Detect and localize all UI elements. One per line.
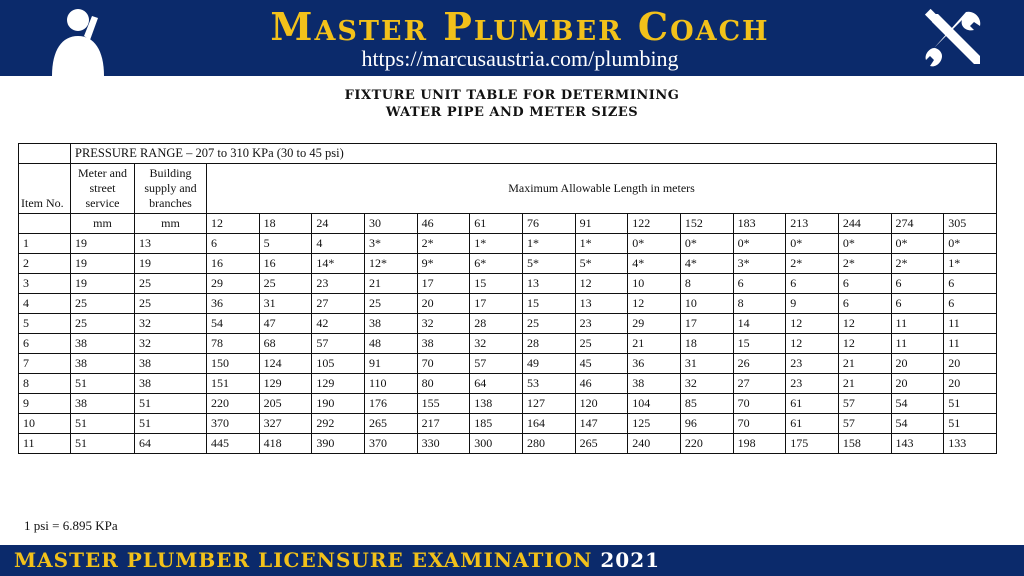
building-size-cell: 19 (135, 254, 207, 274)
fixture-unit-cell: 20 (417, 294, 470, 314)
table-row (19, 234, 997, 254)
site-url[interactable]: https://marcusaustria.com/plumbing (361, 46, 679, 71)
fixture-unit-cell: 23 (786, 374, 839, 394)
fixture-unit-cell: 390 (312, 434, 365, 454)
footer-label (14, 548, 660, 572)
fixture-unit-cell: 10 (680, 294, 733, 314)
meter-unit: mm (71, 214, 135, 234)
fixture-unit-cell: 28 (470, 314, 523, 334)
length-header-cell: 152 (680, 214, 733, 234)
fixture-unit-cell: 2* (838, 254, 891, 274)
item-number-cell: 10 (19, 414, 71, 434)
pressure-range-row (19, 144, 997, 164)
meter-size-cell: 19 (71, 254, 135, 274)
fixture-unit-cell: 20 (944, 374, 997, 394)
fixture-unit-cell: 21 (628, 334, 681, 354)
fixture-unit-cell: 17 (417, 274, 470, 294)
fixture-unit-cell: 176 (364, 394, 417, 414)
item-number-cell: 11 (19, 434, 71, 454)
fixture-unit-cell: 0* (944, 234, 997, 254)
fixture-unit-cell: 10 (628, 274, 681, 294)
fixture-unit-cell: 32 (680, 374, 733, 394)
fixture-unit-cell: 158 (838, 434, 891, 454)
fixture-unit-cell: 9* (417, 254, 470, 274)
fixture-unit-cell: 54 (891, 414, 944, 434)
meter-size-cell: 19 (71, 274, 135, 294)
fixture-unit-cell: 138 (470, 394, 523, 414)
building-size-cell: 32 (135, 334, 207, 354)
fixture-unit-cell: 61 (786, 414, 839, 434)
table-row (19, 354, 997, 374)
fixture-unit-cell: 265 (575, 434, 628, 454)
fixture-unit-cell: 327 (259, 414, 312, 434)
table-row (19, 414, 997, 434)
fixture-unit-cell: 80 (417, 374, 470, 394)
fixture-unit-cell: 25 (364, 294, 417, 314)
item-number-cell: 7 (19, 354, 71, 374)
fixture-unit-cell: 42 (312, 314, 365, 334)
fixture-unit-cell: 418 (259, 434, 312, 454)
fixture-unit-cell: 27 (312, 294, 365, 314)
building-size-cell: 13 (135, 234, 207, 254)
meter-header: Meter and street service (71, 164, 135, 214)
fixture-unit-cell: 5* (522, 254, 575, 274)
wrench-screwdriver-icon (922, 8, 986, 72)
fixture-unit-cell: 28 (522, 334, 575, 354)
item-number-cell: 9 (19, 394, 71, 414)
fixture-unit-cell: 104 (628, 394, 681, 414)
fixture-unit-cell: 57 (312, 334, 365, 354)
fixture-unit-cell: 150 (207, 354, 260, 374)
fixture-unit-cell: 21 (364, 274, 417, 294)
fixture-unit-cell: 4* (628, 254, 681, 274)
fixture-unit-cell: 143 (891, 434, 944, 454)
length-header-cell: 213 (786, 214, 839, 234)
footer-banner (0, 545, 1024, 576)
fixture-unit-cell: 31 (680, 354, 733, 374)
fixture-unit-cell: 2* (891, 254, 944, 274)
fixture-unit-cell: 29 (628, 314, 681, 334)
fixture-unit-cell: 330 (417, 434, 470, 454)
meter-size-cell: 51 (71, 414, 135, 434)
item-unit-cell (19, 214, 71, 234)
fixture-unit-cell: 6* (470, 254, 523, 274)
building-size-cell: 25 (135, 274, 207, 294)
site-title: Master Plumber Coach (270, 4, 770, 49)
fixture-unit-cell: 445 (207, 434, 260, 454)
item-number-cell: 2 (19, 254, 71, 274)
fixture-unit-cell: 25 (259, 274, 312, 294)
fixture-unit-cell: 220 (207, 394, 260, 414)
fixture-unit-cell: 21 (838, 374, 891, 394)
fixture-unit-cell: 38 (417, 334, 470, 354)
table-row (19, 394, 997, 414)
fixture-unit-cell: 3* (364, 234, 417, 254)
fixture-unit-cell: 110 (364, 374, 417, 394)
fixture-unit-cell: 45 (575, 354, 628, 374)
fixture-unit-cell: 25 (575, 334, 628, 354)
item-number-cell: 3 (19, 274, 71, 294)
fixture-unit-cell: 1* (944, 254, 997, 274)
table-row (19, 314, 997, 334)
fixture-unit-cell: 48 (364, 334, 417, 354)
length-header-cell: 12 (207, 214, 260, 234)
fixture-unit-cell: 32 (417, 314, 470, 334)
fixture-unit-cell: 6 (838, 294, 891, 314)
table-row (19, 374, 997, 394)
fixture-unit-cell: 1* (522, 234, 575, 254)
fixture-unit-cell: 14* (312, 254, 365, 274)
fixture-unit-cell: 292 (312, 414, 365, 434)
length-header-cell: 274 (891, 214, 944, 234)
fixture-unit-cell: 11 (944, 334, 997, 354)
meter-size-cell: 38 (71, 394, 135, 414)
fixture-unit-cell: 129 (259, 374, 312, 394)
fixture-unit-cell: 2* (417, 234, 470, 254)
fixture-unit-cell: 5 (259, 234, 312, 254)
table-title-line1: FIXTURE UNIT TABLE FOR DETERMINING (344, 88, 680, 103)
fixture-unit-cell: 0* (680, 234, 733, 254)
fixture-unit-cell: 16 (207, 254, 260, 274)
fixture-unit-cell: 151 (207, 374, 260, 394)
length-header-cell: 18 (259, 214, 312, 234)
fixture-unit-cell: 11 (891, 334, 944, 354)
item-number-cell: 4 (19, 294, 71, 314)
fixture-unit-cell: 205 (259, 394, 312, 414)
fixture-unit-cell: 0* (628, 234, 681, 254)
fixture-unit-cell: 127 (522, 394, 575, 414)
fixture-unit-cell: 280 (522, 434, 575, 454)
fixture-unit-cell: 11 (891, 314, 944, 334)
length-header-cell: 305 (944, 214, 997, 234)
fixture-unit-cell: 1* (470, 234, 523, 254)
length-header-cell: 46 (417, 214, 470, 234)
fixture-unit-cell: 57 (838, 414, 891, 434)
fixture-unit-cell: 2* (786, 254, 839, 274)
fixture-unit-cell: 36 (207, 294, 260, 314)
fixture-unit-cell: 51 (944, 394, 997, 414)
fixture-unit-cell: 31 (259, 294, 312, 314)
fixture-unit-cell: 17 (470, 294, 523, 314)
table-row (19, 274, 997, 294)
fixture-unit-cell: 12 (575, 274, 628, 294)
fixture-unit-cell: 51 (944, 414, 997, 434)
fixture-unit-cell: 78 (207, 334, 260, 354)
fixture-unit-cell: 190 (312, 394, 365, 414)
fixture-unit-cell: 3* (733, 254, 786, 274)
fixture-unit-cell: 0* (786, 234, 839, 254)
fixture-unit-cell: 68 (259, 334, 312, 354)
fixture-unit-cell: 38 (364, 314, 417, 334)
fixture-unit-cell: 17 (680, 314, 733, 334)
fixture-unit-cell: 15 (522, 294, 575, 314)
max-length-header: Maximum Allowable Length in meters (207, 164, 997, 214)
fixture-unit-cell: 25 (522, 314, 575, 334)
fixture-unit-cell: 70 (417, 354, 470, 374)
fixture-unit-cell: 70 (733, 394, 786, 414)
fixture-unit-cell: 11 (944, 314, 997, 334)
fixture-unit-cell: 26 (733, 354, 786, 374)
fixture-unit-cell: 147 (575, 414, 628, 434)
building-size-cell: 38 (135, 374, 207, 394)
fixture-unit-cell: 105 (312, 354, 365, 374)
fixture-unit-cell: 16 (259, 254, 312, 274)
fixture-unit-cell: 129 (312, 374, 365, 394)
building-unit: mm (135, 214, 207, 234)
meter-size-cell: 51 (71, 374, 135, 394)
fixture-unit-cell: 57 (838, 394, 891, 414)
fixture-unit-cell: 9 (786, 294, 839, 314)
pressure-range-label: PRESSURE RANGE – 207 to 310 KPa (30 to 45 psi) (71, 144, 997, 164)
item-number-cell: 6 (19, 334, 71, 354)
fixture-unit-cell: 12 (838, 334, 891, 354)
fixture-unit-cell: 125 (628, 414, 681, 434)
fixture-unit-cell: 133 (944, 434, 997, 454)
footer-year: 2021 (600, 548, 661, 572)
header-banner (0, 0, 1024, 76)
item-number-cell: 1 (19, 234, 71, 254)
fixture-unit-cell: 54 (891, 394, 944, 414)
fixture-unit-cell: 6 (944, 294, 997, 314)
fixture-unit-cell: 0* (838, 234, 891, 254)
fixture-unit-cell: 12* (364, 254, 417, 274)
fixture-unit-cell: 12 (786, 334, 839, 354)
length-header-cell: 61 (470, 214, 523, 234)
fixture-unit-cell: 14 (733, 314, 786, 334)
building-size-cell: 38 (135, 354, 207, 374)
fixture-unit-cell: 265 (364, 414, 417, 434)
fixture-unit-cell: 36 (628, 354, 681, 374)
fixture-unit-cell: 20 (944, 354, 997, 374)
person-thinking-icon (44, 6, 114, 76)
fixture-unit-cell: 6 (838, 274, 891, 294)
fixture-unit-cell: 6 (891, 274, 944, 294)
fixture-unit-cell: 23 (312, 274, 365, 294)
length-header-cell: 244 (838, 214, 891, 234)
fixture-unit-cell: 15 (733, 334, 786, 354)
fixture-unit-cell: 61 (786, 394, 839, 414)
item-no-header: Item No. (19, 164, 71, 214)
fixture-unit-cell: 370 (207, 414, 260, 434)
fixture-unit-cell: 185 (470, 414, 523, 434)
fixture-unit-cell: 12 (786, 314, 839, 334)
fixture-unit-cell: 18 (680, 334, 733, 354)
fixture-unit-cell: 21 (838, 354, 891, 374)
fixture-unit-cell: 13 (522, 274, 575, 294)
length-header-cell: 122 (628, 214, 681, 234)
fixture-unit-cell: 300 (470, 434, 523, 454)
length-header-cell: 91 (575, 214, 628, 234)
fixture-unit-cell: 1* (575, 234, 628, 254)
building-size-cell: 25 (135, 294, 207, 314)
fixture-unit-cell: 54 (207, 314, 260, 334)
fixture-unit-cell: 49 (522, 354, 575, 374)
fixture-unit-cell: 57 (470, 354, 523, 374)
table-row (19, 334, 997, 354)
meter-size-cell: 25 (71, 314, 135, 334)
building-size-cell: 51 (135, 414, 207, 434)
fixture-unit-cell: 0* (891, 234, 944, 254)
fixture-unit-cell: 370 (364, 434, 417, 454)
fixture-unit-cell: 85 (680, 394, 733, 414)
meter-size-cell: 38 (71, 354, 135, 374)
fixture-unit-cell: 29 (207, 274, 260, 294)
fixture-unit-cell: 4* (680, 254, 733, 274)
fixture-unit-cell: 120 (575, 394, 628, 414)
footer-text: MASTER PLUMBER LICENSURE EXAMINATION (14, 548, 593, 572)
length-header-cell: 24 (312, 214, 365, 234)
fixture-unit-cell: 15 (470, 274, 523, 294)
table-title-line2: WATER PIPE AND METER SIZES (385, 105, 639, 120)
table-row (19, 434, 997, 454)
fixture-unit-cell: 38 (628, 374, 681, 394)
fixture-unit-cell: 164 (522, 414, 575, 434)
fixture-unit-cell: 4 (312, 234, 365, 254)
fixture-unit-cell: 23 (575, 314, 628, 334)
building-size-cell: 32 (135, 314, 207, 334)
blank-cell (19, 144, 71, 164)
fixture-unit-cell: 91 (364, 354, 417, 374)
length-header-row (19, 214, 997, 234)
fixture-unit-cell: 96 (680, 414, 733, 434)
table-row (19, 294, 997, 314)
fixture-unit-cell: 8 (680, 274, 733, 294)
footnote: 1 psi = 6.895 KPa (24, 518, 118, 533)
fixture-unit-cell: 64 (470, 374, 523, 394)
fixture-unit-cell: 13 (575, 294, 628, 314)
fixture-unit-cell: 27 (733, 374, 786, 394)
fixture-unit-cell: 47 (259, 314, 312, 334)
length-header-cell: 76 (522, 214, 575, 234)
fixture-unit-cell: 6 (786, 274, 839, 294)
meter-size-cell: 19 (71, 234, 135, 254)
meter-size-cell: 51 (71, 434, 135, 454)
fixture-unit-cell: 6 (207, 234, 260, 254)
fixture-unit-cell: 20 (891, 354, 944, 374)
building-size-cell: 51 (135, 394, 207, 414)
building-size-cell: 64 (135, 434, 207, 454)
item-number-cell: 8 (19, 374, 71, 394)
fixture-unit-cell: 6 (891, 294, 944, 314)
fixture-unit-cell: 6 (733, 274, 786, 294)
fixture-unit-cell: 12 (628, 294, 681, 314)
fixture-unit-cell: 0* (733, 234, 786, 254)
table-row (19, 254, 997, 274)
fixture-unit-cell: 32 (470, 334, 523, 354)
fixture-unit-cell: 46 (575, 374, 628, 394)
fixture-unit-cell: 198 (733, 434, 786, 454)
fixture-unit-cell: 20 (891, 374, 944, 394)
fixture-unit-cell: 175 (786, 434, 839, 454)
column-header-row (19, 164, 997, 214)
fixture-unit-cell: 217 (417, 414, 470, 434)
fixture-unit-cell: 124 (259, 354, 312, 374)
meter-size-cell: 25 (71, 294, 135, 314)
fixture-unit-cell: 23 (786, 354, 839, 374)
building-supply-header: Building supply and branches (135, 164, 207, 214)
fixture-unit-cell: 8 (733, 294, 786, 314)
length-header-cell: 30 (364, 214, 417, 234)
fixture-unit-cell: 6 (944, 274, 997, 294)
meter-size-cell: 38 (71, 334, 135, 354)
fixture-unit-cell: 155 (417, 394, 470, 414)
fixture-unit-table (18, 143, 997, 454)
length-header-cell: 183 (733, 214, 786, 234)
item-number-cell: 5 (19, 314, 71, 334)
fixture-unit-cell: 70 (733, 414, 786, 434)
fixture-unit-cell: 240 (628, 434, 681, 454)
fixture-unit-cell: 53 (522, 374, 575, 394)
fixture-unit-cell: 5* (575, 254, 628, 274)
fixture-unit-cell: 12 (838, 314, 891, 334)
fixture-unit-cell: 220 (680, 434, 733, 454)
